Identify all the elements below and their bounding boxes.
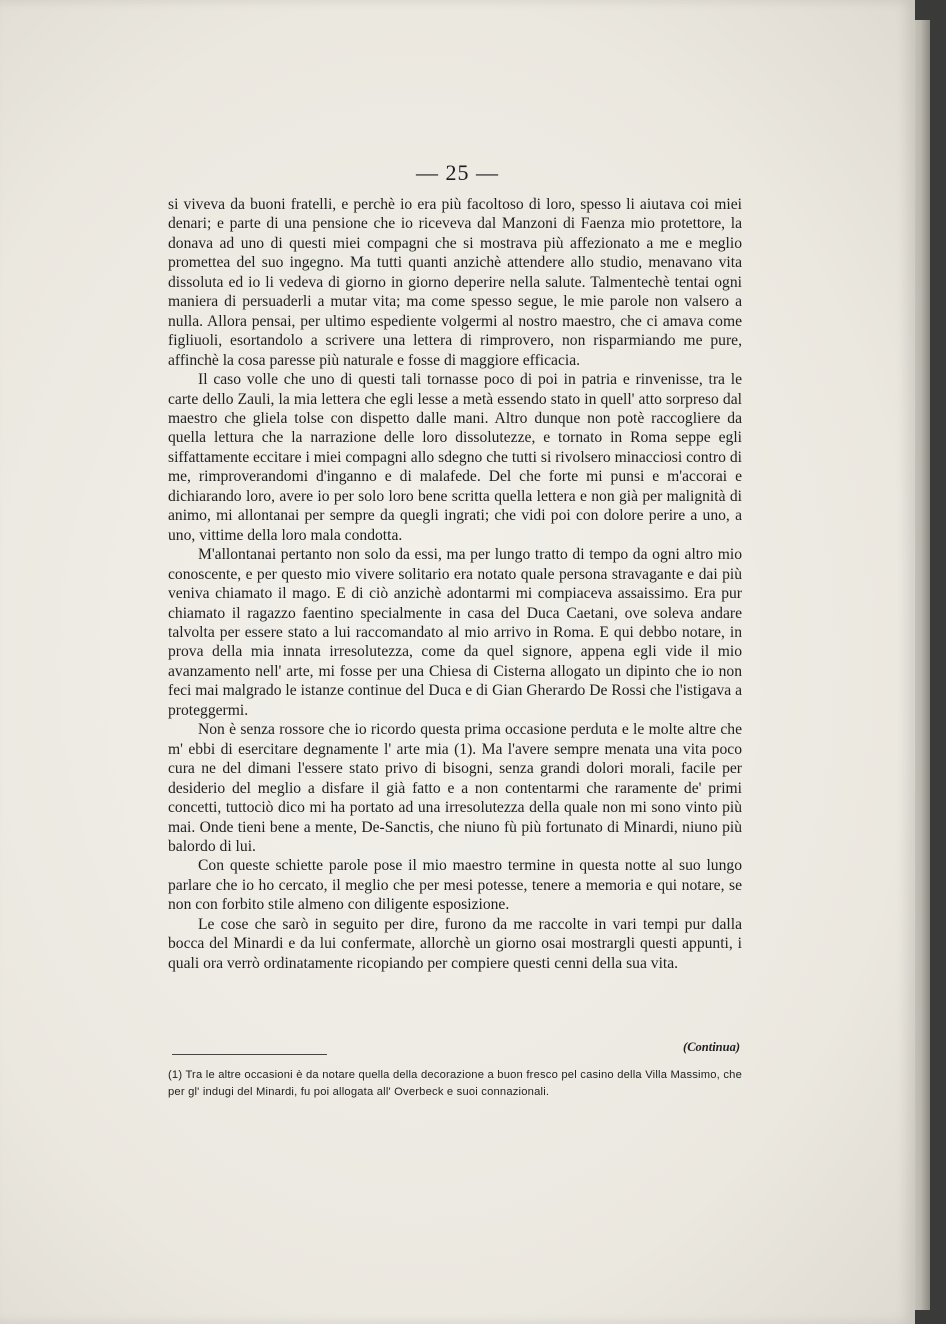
page-number: — 25 — xyxy=(416,160,499,185)
footnote: (1) Tra le altre occasioni è da notare quella della decorazione a buon fresco pel casino della Villa Massimo, che per gl' indugi del Minardi, fu poi allogata all' Overbeck e suoi connazionali. xyxy=(168,1069,742,1098)
paragraph: M'allontanai pertanto non solo da essi, ma per lungo tratto di tempo da ogni altro mio conoscente, e per questo mio vivere solitario era notato quale persona stravagante e dai più veniva chiamato il mago. E di ciò anzichè adontarmi mi compiaceva assaissimo. Era pur chiamato il ragazzo faentino specialmente in casa del Duca Caetani, ove soleva andare talvolta per essere stato a lui raccomandato al mio arrivo in Roma. E qui debbo notare, in prova della mia innata irresolutezza, come da quel signore, appena egli vide il mio avanzamento nell' arte, mi fosse per una Chiesa di Cisterna allogato un dipinto che io non feci mai malgrado le istanze continue del Duca e di Gian Gherardo De Rossi che l'istigava a proteggermi. xyxy=(168,546,742,719)
paragraph: Con queste schiette parole pose il mio maestro termine in questa notte al suo lungo parlare che io ho cercato, il meglio che per mesi potesse, tenere a memoria e qui notare, se non con forbito stile almeno con diligente esposizione. xyxy=(168,857,742,914)
footnote-rule xyxy=(172,1054,327,1055)
paragraph: si viveva da buoni fratelli, e perchè io era più facoltoso di loro, spesso li aiutava coi miei denari; e parte di una pensione che io riceveva dal Manzoni di Faenza mio protettore, la donava ad uno di questi miei compagni che si mostrava più affezionato a me e meglio promettea del suo ingegno. Ma tutti quanti anzichè attendere allo studio, menavano vita dissoluta ed io li vedeva di giorno in giorno deperire nella salute. Talmentechè tentai ogni maniera di persuaderli a mutar vita; ma come spesso segue, le mie parole non valsero a nulla. Allora pensai, per ultimo espediente volgermi al nostro maestro, che ci amava come figliuoli, esortandolo a scrivere una lettera di rimprovero, non risparmiando me pure, affinchè la cosa paresse più naturale e fosse di maggiore efficacia. xyxy=(168,196,742,369)
body-text xyxy=(168,195,742,973)
paragraph: Le cose che sarò in seguito per dire, furono da me raccolte in vari tempi pur dalla bocca del Minardi e da lui confermate, allorchè un giorno osai mostrargli questi appunti, i quali ora verrò ordinatamente ricopiando per compiere questi cenni della sua vita. xyxy=(168,915,742,972)
continua-note: (Continua) xyxy=(683,1040,740,1054)
paragraph: Il caso volle che uno di questi tali tornasse poco di poi in patria e rinvenisse, tra le carte dello Zauli, la mia lettera che egli lesse a metà essendo stato in quell' atto sorpreso dal maestro che gliela tolse con dispetto dalle mani. Altro dunque non potè raccogliere da quella lettura che la narrazione delle loro dissolutezze, e tornato in Roma seppe egli siffattamente eccitare i miei compagni allo sdegno che tutti si rivolsero minacciosi contro di me, rimproverandomi d'inganno e di malafede. Del che forte mi punsi e m'accorai e dichiarando loro, avere io per solo loro bene scritta quella lettera e non già per malignità di animo, mi allontanai per sempre da quegli ingrati; che vidi poi con dolore perire a uno, a uno, vittime della loro mala condotta. xyxy=(168,371,742,544)
paragraph: Non è senza rossore che io ricordo questa prima occasione perduta e le molte altre che m' ebbi di esercitare degnamente l' arte mia (1). Ma l'avere sempre menata una vita poco cura ne del dimani l'essere stato privo di bisogni, senza grandi dolori morali, facile per desiderio del meglio a disfare il già fatto e a non contentarmi che raramente de' primi concetti, tuttociò dico mi ha portato ad una irresolutezza della quale non mi sono vinto più mai. Onde tieni bene a mente, De-Sanctis, che niuno fù più fortunato di Minardi, niuno più balordo di lui. xyxy=(168,721,742,855)
